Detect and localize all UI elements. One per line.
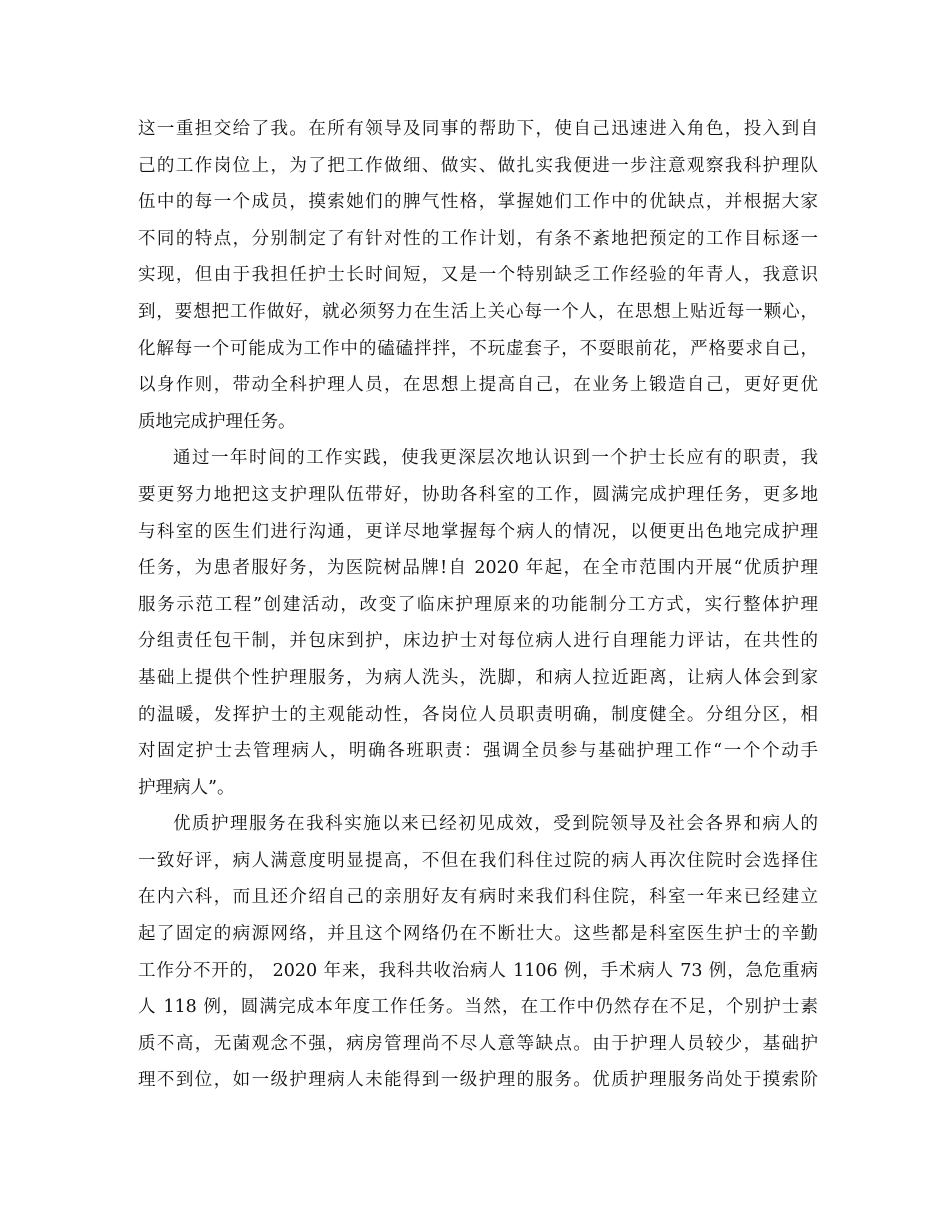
paragraph-1 xyxy=(138,111,818,440)
text-line: 任务，为患者服好务，为医院树品牌!自 2020 年起，在全市范围内开展“优质护理 xyxy=(138,558,818,579)
text-line: 对固定护士去管理病人，明确各班职责：强调全员参与基础护理工作“一个个动手 xyxy=(138,741,818,762)
text-line: 的温暖，发挥护士的主观能动性，各岗位人员职责明确，制度健全。分组分区，相 xyxy=(138,704,818,725)
text-line: 要更努力地把这支护理队伍带好，协助各科室的工作，圆满完成护理任务，更多地 xyxy=(138,484,818,505)
text-line: 以身作则，带动全科护理人员，在思想上提高自己，在业务上锻造自己，更好更优 xyxy=(138,375,818,396)
text-line: 护理病人”。 xyxy=(138,777,235,798)
text-line: 己的工作岗位上，为了把工作做细、做实、做扎实我便进一步注意观察我科护理队 xyxy=(138,155,818,176)
text-line: 优质护理服务在我科实施以来已经初见成效，受到院领导及社会各界和病人的 xyxy=(173,814,818,835)
text-line: 一致好评，病人满意度明显提高，不但在我们科住过院的病人再次住院时会选择住 xyxy=(138,850,818,871)
text-line: 工作分不开的， 2020 年来，我科共收治病人 1106 例，手术病人 73 例，急危重病 xyxy=(138,960,818,981)
text-line: 在内六科，而且还介绍自己的亲朋好友有病时来我们科住院，科室一年来已经建立 xyxy=(138,887,818,908)
text-line: 化解每一个可能成为工作中的磕磕拌拌，不玩虚套子，不耍眼前花，严格要求自己， xyxy=(138,338,818,359)
text-line: 人 118 例，圆满完成本年度工作任务。当然，在工作中仍然存在不足，个别护士素 xyxy=(138,997,818,1018)
text-line: 实现，但由于我担任护士长时间短，又是一个特别缺乏工作经验的年青人，我意识 xyxy=(138,265,818,286)
text-line: 基础上提供个性护理服务，为病人洗头，洗脚，和病人拉近距离，让病人体会到家 xyxy=(138,667,818,688)
text-line: 理不到位，如一级护理病人未能得到一级护理的服务。优质护理服务尚处于摸索阶 xyxy=(138,1070,818,1091)
text-line: 与科室的医生们进行沟通，更详尽地掌握每个病人的情况，以便更出色地完成护理 xyxy=(138,521,818,542)
text-line: 不同的特点，分别制定了有针对性的工作计划，有条不紊地把预定的工作目标逐一 xyxy=(138,228,818,249)
paragraph-2 xyxy=(138,440,818,806)
document-body xyxy=(138,111,818,1099)
text-line: 通过一年时间的工作实践，使我更深层次地认识到一个护士长应有的职责，我 xyxy=(173,448,818,469)
text-line: 分组责任包干制，并包床到护，床边护士对每位病人进行自理能力评诂，在共性的 xyxy=(138,631,818,652)
text-line: 伍中的每一个成员，摸索她们的脾气性格，掌握她们工作中的优缺点，并根据大家 xyxy=(138,192,818,213)
text-line: 服务示范工程”创建活动，改变了临床护理原来的功能制分工方式，实行整体护理 xyxy=(138,594,818,615)
text-line: 这一重担交给了我。在所有领导及同事的帮助下，使自己迅速进入角色，投入到自 xyxy=(138,119,818,139)
paragraph-3 xyxy=(138,806,818,1099)
text-line: 到，要想把工作做好，就必须努力在生活上关心每一个人，在思想上贴近每一颗心， xyxy=(138,301,818,322)
text-line: 质不高，无菌观念不强，病房管理尚不尽人意等缺点。由于护理人员较少，基础护 xyxy=(138,1033,818,1054)
text-line: 质地完成护理任务。 xyxy=(138,411,296,432)
text-line: 起了固定的病源网络，并且这个网络仍在不断壮大。这些都是科室医生护士的辛勤 xyxy=(138,924,818,945)
